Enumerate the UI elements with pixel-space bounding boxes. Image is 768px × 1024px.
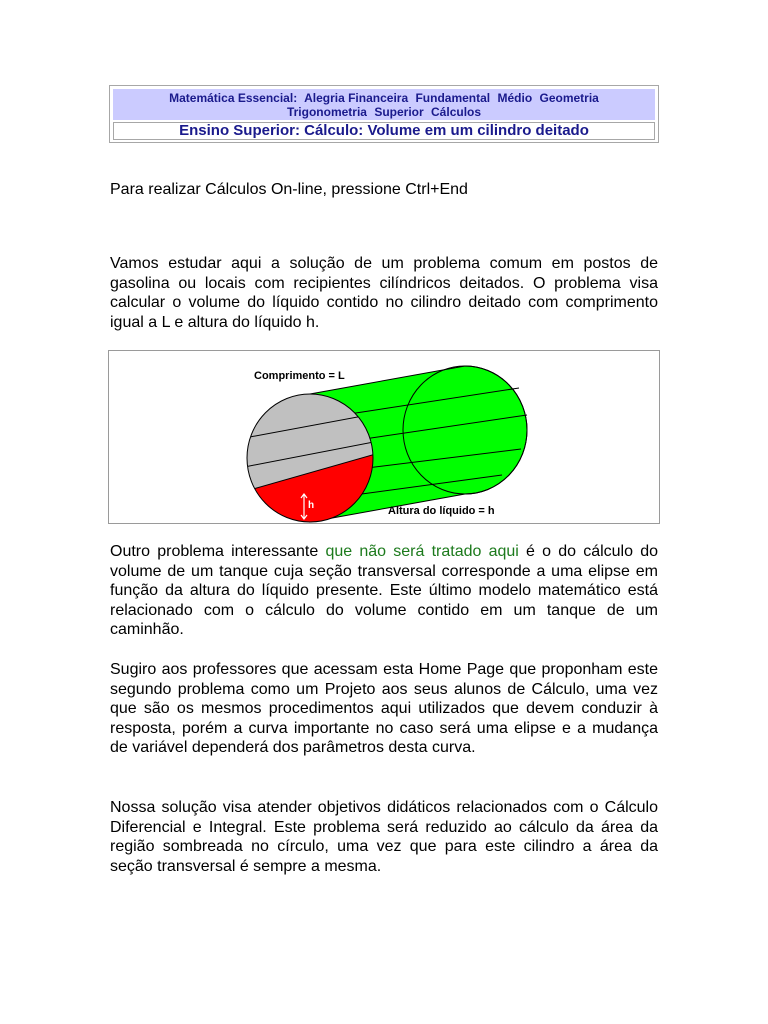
page-title: Ensino Superior: Cálculo: Volume em um cilindro deitado [113, 122, 655, 140]
paragraph-4: Nossa solução visa atender objetivos didáticos relacionados com o Cálculo Diferencial e Integral. Este problema será reduzido ao cálculo da área da região sombreada no círculo, uma vez que para este cilindro a área da seção transversal é sempre a mesma. [110, 799, 658, 875]
nav-link-geometria[interactable]: Geometria [539, 91, 599, 105]
intro-line: Para realizar Cálculos On-line, pressione Ctrl+End [110, 181, 468, 198]
paragraph-2-end: é o do cálculo do volume de um tanque cuja seção transversal corresponde a uma elipse em função da altura do líquido presente. Este último modelo matemático está relacionado com o cálculo do volume contido em um tanque de um caminhão. [110, 543, 658, 639]
liquid-height-label: Altura do líquido = h [388, 505, 495, 517]
cylinder-diagram [109, 351, 659, 523]
nav-link-calculos[interactable]: Cálculos [431, 105, 482, 119]
nav-link-superior[interactable]: Superior [374, 105, 424, 119]
header-nav-box [109, 85, 659, 143]
nav-links-line2 [113, 105, 655, 119]
nav-links-line1 [113, 91, 655, 105]
paragraph-2 [110, 542, 658, 640]
cylinder-figure [108, 350, 660, 524]
paragraph-1: Vamos estudar aqui a solução de um problema comum em postos de gasolina ou locais com recipientes cilíndricos deitados. O problema visa calcular o volume do líquido contido no cilindro deitado com comprimento igual a L e altura do líquido h. [110, 255, 658, 331]
nav-link-matematica-essencial[interactable]: Matemática Essencial: [169, 91, 298, 105]
nav-link-medio[interactable]: Médio [497, 91, 533, 105]
length-label: Comprimento = L [254, 370, 345, 382]
nav-links [113, 89, 655, 120]
paragraph-2-start: Outro problema interessante [110, 543, 326, 560]
height-h-label: h [308, 500, 315, 511]
nav-link-alegria-financeira[interactable]: Alegria Financeira [304, 91, 409, 105]
paragraph-3: Sugiro aos professores que acessam esta Home Page que proponham este segundo problema como um Projeto aos seus alunos de Cálculo, uma vez que são os mesmos procedimentos aqui utilizados que devem conduzir à resposta, porém a curva importante no caso será uma elipse e a mudança de variável dependerá dos parâmetros desta curva. [110, 661, 658, 757]
not-treated-highlight: que não será tratado aqui [325, 543, 519, 560]
nav-link-trigonometria[interactable]: Trigonometria [286, 105, 367, 119]
nav-link-fundamental[interactable]: Fundamental [415, 91, 491, 105]
